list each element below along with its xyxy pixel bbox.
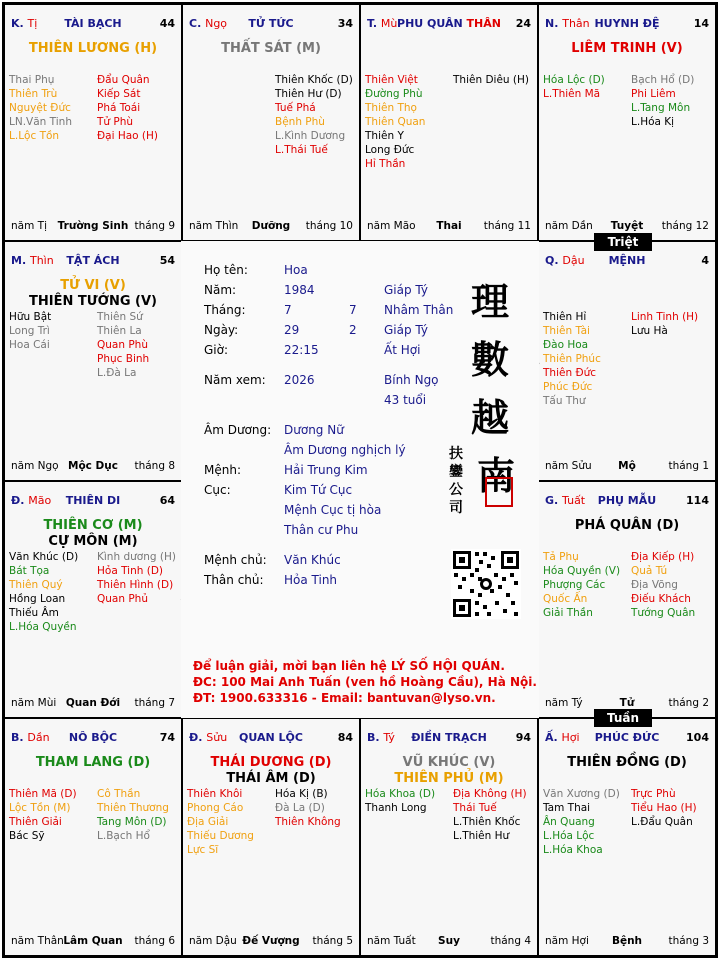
minor-star: Thiên Trù: [9, 88, 58, 100]
minor-star: Bác Sỹ: [9, 830, 45, 842]
palace-name: THIÊN DI: [65, 494, 121, 507]
palace-age: 74: [159, 731, 175, 744]
minor-star: Thiên Hình (D): [97, 579, 174, 591]
minor-star: Bệnh Phù: [275, 116, 325, 128]
menh-label: Mệnh:: [204, 463, 241, 477]
minor-star: Địa Võng: [631, 579, 678, 591]
main-star: VŨ KHÚC (V): [402, 755, 496, 770]
minor-star: Thiên Giải: [9, 816, 62, 828]
footer-month: tháng 5: [312, 935, 353, 947]
minor-star: Giải Thần: [543, 607, 593, 619]
main-star: THIÊN TƯỚNG (V): [29, 294, 157, 309]
palace-name: TỬ TỨC: [248, 17, 294, 30]
minor-star: Thiên Quan: [365, 116, 426, 128]
minor-star: Quan Phủ: [97, 593, 148, 605]
minor-star: Thiên Không: [275, 816, 341, 828]
footer-stage: Tuyệt: [610, 220, 644, 232]
palace-branch: M. Thìn: [11, 254, 54, 267]
minor-star: Tướng Quân: [631, 607, 696, 619]
minor-star: L.Hóa Khoa: [543, 844, 603, 856]
main-star: THIÊN PHỦ (M): [394, 771, 504, 786]
minor-star: Thiên Đức: [543, 367, 597, 379]
hour-canchi: Ất Hợi: [384, 343, 421, 357]
minor-star: Hóa Quyền (V): [543, 565, 621, 577]
yinyang-label: Âm Dương:: [204, 423, 272, 437]
palace-name: MỆNH: [608, 254, 646, 267]
minor-star: L.Đà La: [97, 367, 137, 379]
minor-star: Thanh Long: [365, 802, 427, 814]
minor-star: Nguyệt Đức: [9, 102, 71, 114]
footer-stage: Mộc Dục: [68, 460, 118, 472]
menh-value: Hải Trung Kim: [284, 463, 368, 477]
view-year-canchi: Bính Ngọ: [384, 373, 439, 387]
triet-tag: Triệt: [594, 233, 652, 251]
minor-star: Tấu Thư: [543, 395, 586, 407]
footer-stage: Mộ: [618, 460, 636, 472]
minor-star: Phúc Đức: [543, 381, 593, 393]
palace-branch: Đ. Sửu: [189, 731, 228, 744]
minor-star: L.Kình Dương: [275, 130, 346, 142]
minor-star: Phượng Các: [543, 579, 606, 591]
main-star: THÁI ÂM (D): [226, 771, 316, 786]
footer-month: tháng 12: [661, 220, 709, 232]
day-label: Ngày:: [204, 323, 239, 337]
minor-star: L.Thiên Khốc: [453, 816, 521, 828]
palace-age: 104: [686, 731, 709, 744]
minor-star: Thiên Khốc (D): [275, 74, 353, 86]
palace-age: 64: [159, 494, 175, 507]
name-label: Họ tên:: [204, 263, 248, 277]
center-info-panel: [181, 241, 539, 718]
minor-star: LN.Văn Tinh: [9, 116, 72, 128]
palace-name: ĐIỀN TRẠCH: [411, 731, 487, 744]
footer-month: tháng 9: [134, 220, 175, 232]
main-star: CỰ MÔN (M): [48, 534, 138, 549]
palace-name: TÀI BẠCH: [64, 17, 122, 30]
main-star: THIÊN ĐỒNG (D): [567, 755, 687, 770]
minor-star: Thiên Diêu (H): [453, 74, 529, 86]
main-star: LIÊM TRINH (V): [571, 41, 683, 56]
minor-star: L.Bạch Hổ: [97, 830, 150, 842]
minor-star: Hồng Loan: [9, 593, 66, 605]
footer-month: tháng 1: [668, 460, 709, 472]
footer-stage: Quan Đới: [65, 697, 121, 709]
minor-star: Địa Giải: [187, 816, 229, 828]
minor-star: Điếu Khách: [631, 593, 691, 605]
minor-star: Văn Xương (D): [543, 788, 620, 800]
footer-month: tháng 11: [483, 220, 531, 232]
minor-star: Thiên Sứ: [97, 311, 143, 323]
minor-star: Quốc Ấn: [543, 593, 588, 605]
minor-star: Thiếu Âm: [9, 607, 59, 619]
minor-star: Kiếp Sát: [97, 88, 141, 100]
minor-star: Phục Binh: [97, 353, 150, 365]
footer-stage: Đế Vượng: [242, 935, 300, 947]
minor-star: L.Hóa Lộc: [543, 830, 595, 842]
menhchu-label: Mệnh chủ:: [204, 553, 267, 567]
red-seal: [485, 477, 513, 507]
main-star: TỬ VI (V): [60, 278, 126, 293]
calligraphy-char-1: 理: [471, 279, 510, 324]
minor-star: Địa Không (H): [453, 788, 527, 800]
main-star: THÁI DƯƠNG (D): [210, 755, 332, 770]
palace-branch: G. Tuất: [545, 494, 586, 507]
palace-age: 114: [686, 494, 709, 507]
minor-star: Ân Quang: [543, 816, 595, 828]
footer-month: tháng 7: [134, 697, 175, 709]
yinyang-value: Dương Nữ: [284, 423, 344, 437]
minor-star: Kình dương (H): [97, 551, 176, 563]
footer-year: năm Tuất: [367, 935, 416, 947]
minor-star: L.Hóa Quyền: [9, 621, 77, 633]
footer-stage: Thai: [436, 220, 462, 232]
minor-star: L.Thiên Hư: [453, 830, 510, 842]
minor-star: Đường Phù: [365, 88, 423, 100]
month-lunar: 7: [349, 303, 357, 317]
month-canchi: Nhâm Thân: [384, 303, 454, 317]
minor-star: Quan Phù: [97, 339, 148, 351]
palace-branch: Q. Dậu: [545, 254, 585, 267]
palace-name: PHỤ MẪU: [597, 494, 657, 507]
minor-star: Đào Hoa: [543, 339, 589, 351]
palace-age: 24: [515, 17, 531, 30]
cuc-value: Kim Tứ Cục: [284, 483, 353, 497]
minor-star: Tam Thai: [543, 802, 591, 814]
palace-than-marker: THÂN: [462, 17, 501, 30]
menhchu-value: Văn Khúc: [284, 553, 341, 567]
footer-year: năm Tị: [11, 220, 47, 232]
footer-month: tháng 10: [305, 220, 353, 232]
minor-star: Hoa Cái: [9, 339, 50, 351]
minor-star: Thiên Y: [365, 130, 404, 142]
footer-stage: Bệnh: [611, 935, 643, 947]
minor-star: Cô Thần: [97, 788, 141, 800]
month-value: 7: [284, 303, 292, 317]
minor-star: Quả Tú: [631, 565, 668, 577]
footer-stage: Suy: [438, 935, 460, 947]
day-lunar: 2: [349, 323, 357, 337]
cuc-note: Mệnh Cục tị hòa: [284, 503, 382, 517]
yinyang-note: Âm Dương nghịch lý: [284, 443, 406, 457]
than-note: Thân cư Phu: [284, 523, 359, 537]
minor-star: Long Đức: [365, 144, 415, 156]
footer-year: năm Dần: [545, 220, 593, 232]
footer-month: tháng 4: [490, 935, 531, 947]
main-star: PHÁ QUÂN (D): [574, 518, 680, 533]
minor-star: Hỏa Tinh (D): [97, 565, 164, 577]
minor-star: Văn Khúc (D): [9, 551, 79, 563]
minor-star: Tang Môn (D): [97, 816, 167, 828]
minor-star: Tiểu Hao (H): [631, 802, 697, 814]
footer-month: tháng 2: [668, 697, 709, 709]
minor-star: Thai Phụ: [9, 74, 55, 86]
minor-star: Bạch Hổ (D): [631, 74, 695, 86]
minor-star: Thiên Hư (D): [275, 88, 342, 100]
palace-name: QUAN LỘC: [239, 731, 303, 744]
minor-star: Thiên Thọ: [365, 102, 417, 114]
day-value: 29: [284, 323, 300, 337]
contact-line-3: ĐT: 1900.633316 - Email: bantuvan@lyso.vn.: [193, 691, 496, 705]
minor-star: Long Trì: [9, 325, 50, 337]
minor-star: L.Thái Tuế: [275, 144, 328, 156]
palace-branch: C. Ngọ: [189, 17, 228, 30]
palace-age: 34: [337, 17, 353, 30]
minor-star: Đại Hao (H): [97, 130, 159, 142]
calligraphy-char-2: 數: [471, 337, 510, 382]
hour-label: Giờ:: [204, 343, 229, 357]
palace-age: 84: [337, 731, 353, 744]
minor-star: Bát Tọa: [9, 565, 50, 577]
minor-star: Hữu Bật: [9, 311, 52, 323]
palace-age: 94: [515, 731, 531, 744]
minor-star: Lưu Hà: [631, 325, 668, 337]
minor-star: L.Thiên Mã: [543, 88, 601, 100]
view-age: 43 tuổi: [384, 393, 427, 407]
footer-stage: Tử: [619, 697, 635, 709]
thanchu-label: Thân chủ:: [204, 573, 264, 587]
seal-side-text: 扶鑾公司: [449, 446, 463, 516]
palace-branch: T. Mùi: [367, 17, 401, 30]
hour-value: 22:15: [284, 343, 319, 357]
footer-year: năm Hợi: [545, 935, 589, 947]
minor-star: Phá Toái: [97, 102, 141, 114]
palace-name: HUYNH ĐỆ: [594, 17, 660, 30]
main-star: THẤT SÁT (M): [221, 41, 321, 56]
minor-star: Phi Liêm: [631, 88, 676, 100]
minor-star: Thiên Mã (D): [9, 788, 77, 800]
minor-star: Thiên Thương: [97, 802, 169, 814]
palace-name: TẬT ÁCH: [66, 254, 120, 267]
palace-age: 44: [159, 17, 175, 30]
palace-branch: Ấ. Hợi: [545, 731, 580, 744]
palace-name: PHÚC ĐỨC: [594, 731, 660, 744]
palace-age: 4: [701, 254, 709, 267]
name-value: Hoa: [284, 263, 308, 277]
tuan-tag: Tuần: [594, 709, 652, 727]
cuc-label: Cục:: [204, 483, 231, 497]
main-star: THIÊN LƯƠNG (H): [28, 41, 158, 56]
footer-month: tháng 8: [134, 460, 175, 472]
palace-name: PHU QUÂN THÂN: [397, 17, 501, 30]
minor-star: L.Lộc Tồn: [9, 130, 60, 142]
view-year-label: Năm xem:: [204, 373, 266, 387]
main-star: THIÊN CƠ (M): [43, 518, 143, 533]
footer-year: năm Tý: [545, 697, 583, 709]
footer-year: năm Thìn: [189, 220, 239, 232]
minor-star: Phong Cáo: [187, 802, 244, 814]
minor-star: Đà La (D): [275, 802, 325, 814]
month-label: Tháng:: [204, 303, 246, 317]
minor-star: Hóa Khoa (D): [365, 788, 436, 800]
palace-branch: B. Tý: [367, 731, 395, 744]
palace-age: 54: [159, 254, 175, 267]
minor-star: Thiên Hỉ: [543, 311, 587, 323]
minor-star: L.Hóa Kị: [631, 116, 675, 128]
footer-stage: Dưỡng: [251, 220, 291, 232]
minor-star: Tử Phù: [97, 116, 134, 128]
main-star: THAM LANG (D): [35, 755, 151, 770]
qr-code-icon: [451, 549, 521, 619]
year-label: Năm:: [204, 283, 237, 297]
minor-star: Hóa Lộc (D): [543, 74, 605, 86]
minor-star: Linh Tinh (H): [631, 311, 699, 323]
footer-year: năm Ngọ: [11, 460, 59, 472]
footer-year: năm Dậu: [189, 935, 237, 947]
minor-star: L.Tang Môn: [631, 102, 691, 114]
palace-age: 14: [693, 17, 709, 30]
footer-month: tháng 3: [668, 935, 709, 947]
minor-star: Trực Phù: [631, 788, 676, 800]
minor-star: Tuế Phá: [275, 102, 316, 114]
minor-star: Thiên Tài: [543, 325, 590, 337]
footer-month: tháng 6: [134, 935, 175, 947]
minor-star: L.Đẩu Quân: [631, 816, 693, 828]
view-year-value: 2026: [284, 373, 315, 387]
calligraphy-char-4: 南: [477, 453, 516, 498]
contact-line-2: ĐC: 100 Mai Anh Tuấn (ven hồ Hoàng Cầu), Hà Nội.: [193, 675, 537, 689]
day-canchi: Giáp Tý: [384, 323, 428, 337]
footer-year: năm Mão: [367, 220, 416, 232]
palace-branch: N. Thân: [545, 17, 590, 30]
minor-star: Tả Phụ: [543, 551, 579, 563]
minor-star: Lộc Tồn (M): [9, 802, 71, 814]
minor-star: Thiên Phúc: [543, 353, 601, 365]
minor-star: Thiên Quý: [9, 579, 63, 591]
year-value: 1984: [284, 283, 315, 297]
minor-star: Hóa Kị (B): [275, 788, 328, 800]
palace-branch: K. Tị: [11, 17, 38, 30]
palace-branch: Đ. Mão: [11, 494, 52, 507]
minor-star: Hỉ Thần: [365, 158, 406, 170]
calligraphy-char-3: 越: [471, 395, 510, 440]
minor-star: Lực Sĩ: [187, 844, 219, 856]
thanchu-value: Hỏa Tinh: [284, 573, 338, 587]
minor-star: Thiên La: [97, 325, 142, 337]
footer-year: năm Mùi: [11, 697, 57, 709]
palace-branch: B. Dần: [11, 731, 50, 744]
footer-year: năm Sửu: [545, 460, 592, 472]
palace-name: NÔ BỘC: [68, 731, 118, 744]
footer-stage: Trường Sinh: [57, 220, 129, 232]
minor-star: Thiếu Dương: [187, 830, 254, 842]
footer-year: năm Thân: [11, 935, 64, 947]
minor-star: Thiên Khôi: [187, 788, 243, 800]
minor-star: Thiên Việt: [365, 74, 418, 86]
year-canchi: Giáp Tý: [384, 283, 428, 297]
minor-star: Đẩu Quân: [97, 74, 150, 86]
footer-stage: Lâm Quan: [63, 935, 123, 947]
minor-star: Thái Tuế: [453, 802, 497, 814]
contact-line-1: Để luận giải, mời bạn liên hệ LÝ SỐ HỘI QUÁN.: [193, 659, 505, 673]
minor-star: Địa Kiếp (H): [631, 551, 695, 563]
